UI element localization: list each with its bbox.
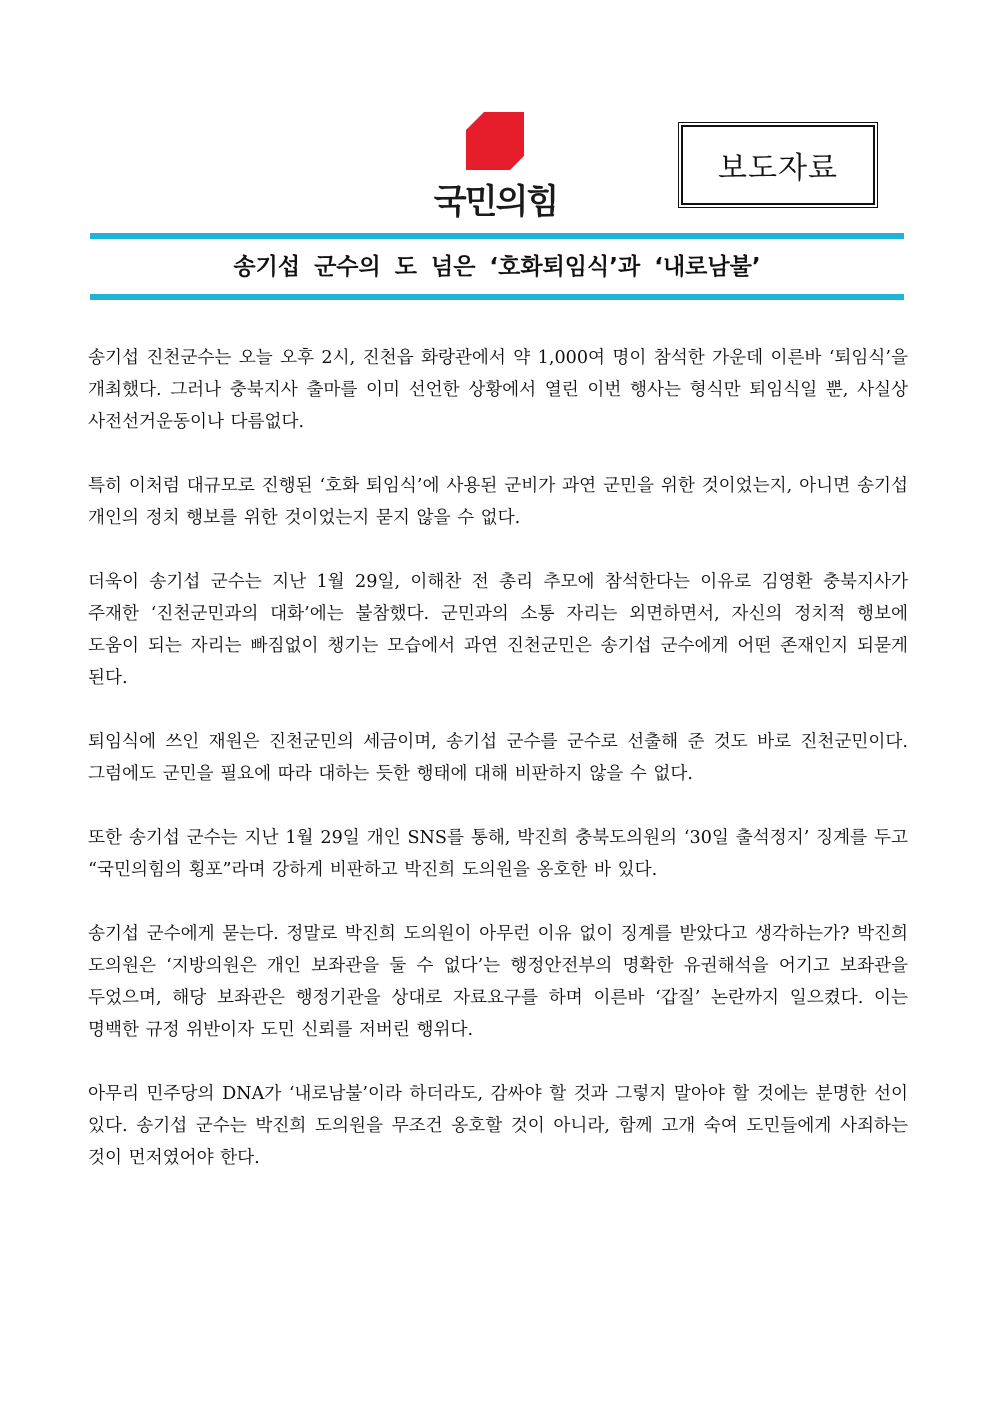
press-release-label: 보도자료 — [681, 125, 875, 205]
article-body — [88, 342, 908, 1206]
headline-top-rule — [90, 233, 904, 239]
headline-bottom-rule — [90, 294, 904, 300]
party-logo-mark-icon — [466, 112, 524, 170]
party-logo-text: 국민의힘 — [433, 182, 558, 222]
party-logo — [423, 110, 568, 228]
paragraph-7: 아무리 민주당의 DNA가 ‘내로남불’이라 하더라도, 감싸야 할 것과 그렇지 말아야 할 것에는 분명한 선이 있다. 송기섭 군수는 박진희 도의원을 무조건 옹호할 것이 아니라, 함께 고개 숙여 도민들에게 사죄하는 것이 먼저였어야 한다. — [88, 1084, 908, 1168]
paragraph-3: 더욱이 송기섭 군수는 지난 1월 29일, 이해찬 전 총리 추모에 참석한다는 이유로 김영환 충북지사가 주재한 ‘진천군민과의 대화’에는 불참했다. 군민과의 소통 자리는 외면하면서, 자신의 정치적 행보에 도움이 되는 자리는 빠짐없이 챙기는 모습에서 과연 진천군민은 송기섭 군수에게 어떤 존재인지 되묻게 된다. — [88, 572, 908, 688]
paragraph-4: 퇴임식에 쓰인 재원은 진천군민의 세금이며, 송기섭 군수를 군수로 선출해 준 것도 바로 진천군민이다. 그럼에도 군민을 필요에 따라 대하는 듯한 행태에 대해 비판하지 않을 수 없다. — [88, 732, 908, 784]
paragraph-1: 송기섭 진천군수는 오늘 오후 2시, 진천읍 화랑관에서 약 1,000여 명이 참석한 가운데 이른바 ‘퇴임식’을 개최했다. 그러나 충북지사 출마를 이미 선언한 상황에서 열린 이번 행사는 형식만 퇴임식일 뿐, 사실상 사전선거운동이나 다름없다. — [88, 348, 908, 432]
paragraph-5: 또한 송기섭 군수는 지난 1월 29일 개인 SNS를 통해, 박진희 충북도의원의 ‘30일 출석정지’ 징계를 두고 “국민의힘의 횡포”라며 강하게 비판하고 박진희 도의원을 옹호한 바 있다. — [88, 828, 908, 880]
paragraph-6: 송기섭 군수에게 묻는다. 정말로 박진희 도의원이 아무런 이유 없이 징계를 받았다고 생각하는가? 박진희 도의원은 ‘지방의원은 개인 보좌관을 둘 수 없다’는 행정안전부의 명확한 유권해석을 어기고 보좌관을 두었으며, 해당 보좌관은 행정기관을 상대로 자료요구를 하며 이른바 ‘갑질’ 논란까지 일으켰다. 이는 명백한 규정 위반이자 도민 신뢰를 저버린 행위다. — [88, 924, 908, 1040]
headline: 송기섭 군수의 도 넘은 ‘호화퇴임식’과 ‘내로남불’ — [233, 254, 761, 280]
paragraph-2: 특히 이처럼 대규모로 진행된 ‘호화 퇴임식’에 사용된 군비가 과연 군민을 위한 것이었는지, 아니면 송기섭 개인의 정치 행보를 위한 것이었는지 묻지 않을 수 없다. — [88, 476, 908, 528]
